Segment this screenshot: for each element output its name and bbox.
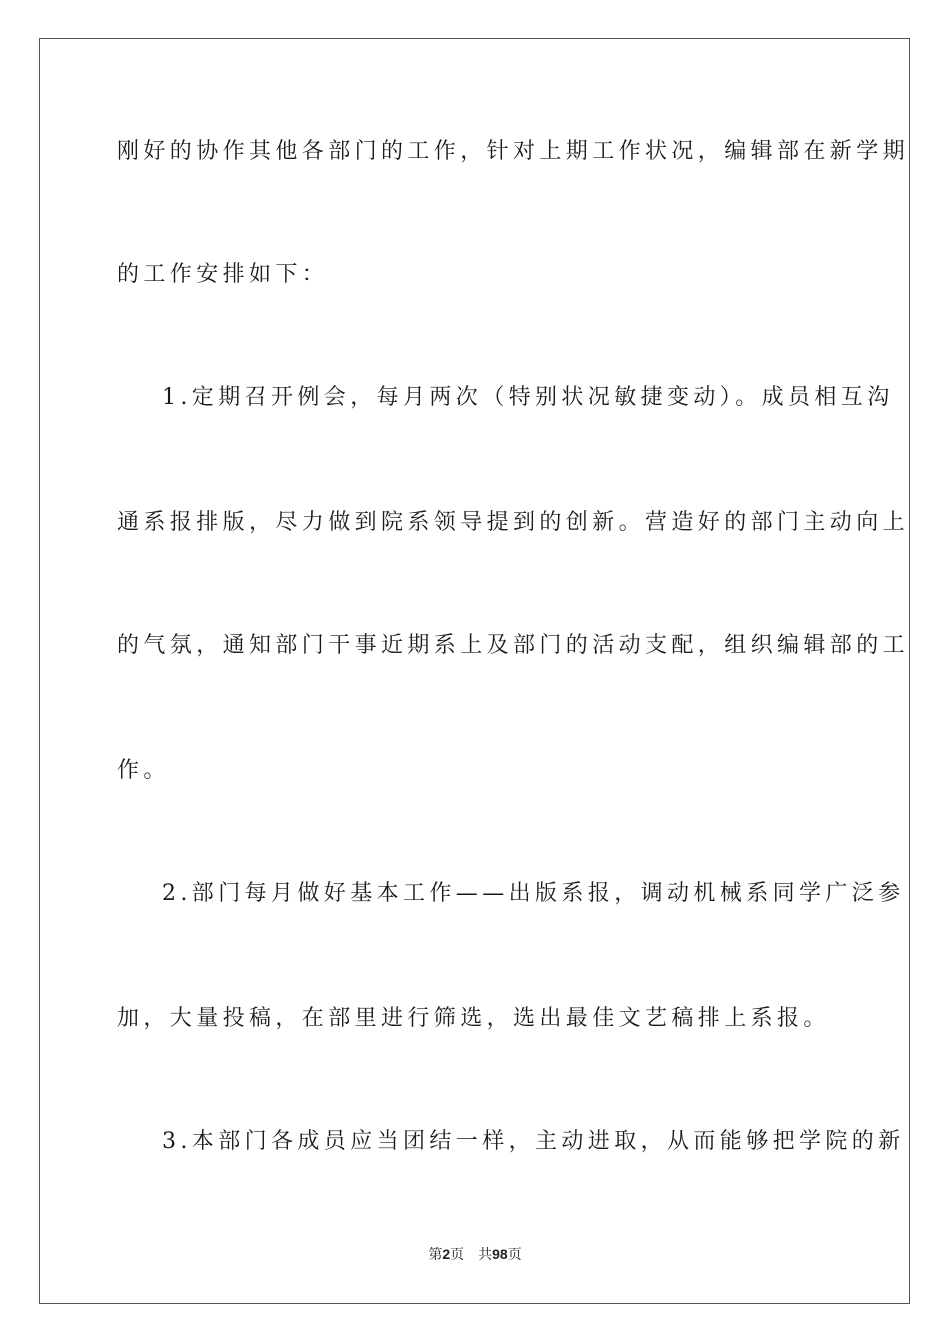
footer-total-prefix: 共 xyxy=(478,1247,493,1263)
body-line-5: 的气氛，通知部门干事近期系上及部门的活动支配，组织编辑部的工 xyxy=(117,633,910,658)
page-border xyxy=(39,38,910,1304)
footer-page-prefix: 第 xyxy=(428,1247,443,1263)
body-line-2: 的工作安排如下： xyxy=(117,262,329,287)
footer-page-suffix: 页 xyxy=(450,1247,465,1263)
body-line-6: 作。 xyxy=(117,758,170,783)
body-line-4: 通系报排版，尽力做到院系领导提到的创新。营造好的部门主动向上 xyxy=(117,510,910,535)
footer-page-number: 2 xyxy=(442,1246,451,1262)
body-line-8: 加，大量投稿，在部里进行筛选，选出最佳文艺稿排上系报。 xyxy=(117,1006,830,1031)
body-line-9: 3.本部门各成员应当团结一样，主动进取，从而能够把学院的新 xyxy=(162,1129,905,1154)
footer-total-suffix: 页 xyxy=(507,1247,522,1263)
footer-total-pages: 98 xyxy=(492,1246,508,1262)
body-line-7: 2.部门每月做好基本工作——出版系报，调动机械系同学广泛参 xyxy=(162,881,905,906)
page-footer xyxy=(0,1245,950,1264)
body-line-1: 刚好的协作其他各部门的工作，针对上期工作状况，编辑部在新学期 xyxy=(117,139,910,164)
body-line-3: 1.定期召开例会，每月两次（特别状况敏捷变动）。成员相互沟 xyxy=(162,385,894,410)
